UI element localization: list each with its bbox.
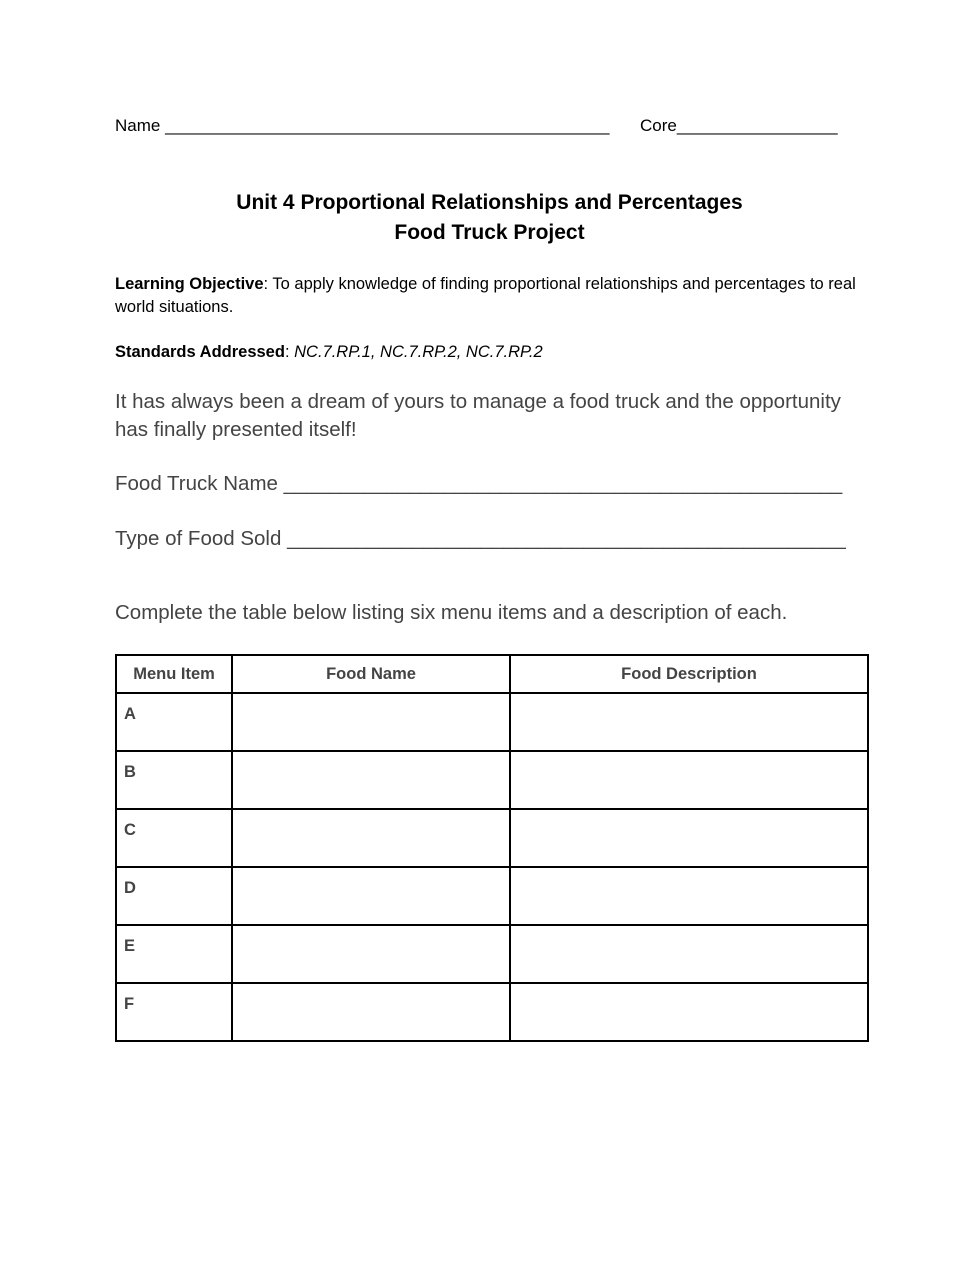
table-row — [116, 925, 868, 983]
standards-codes: NC.7.RP.1, NC.7.RP.2, NC.7.RP.2 — [294, 343, 543, 361]
food-truck-name-field[interactable]: Food Truck Name _________________________________________________ — [115, 472, 843, 495]
table-header-row — [116, 655, 868, 693]
food-description-cell[interactable] — [510, 693, 868, 751]
objective-text: : To apply knowledge of finding proportional relationships and percentages to real world situations. — [115, 275, 856, 316]
food-name-cell[interactable] — [232, 693, 510, 751]
menu-item-cell — [116, 809, 232, 867]
table-row — [116, 751, 868, 809]
menu-item-letter: C — [124, 821, 136, 839]
food-description-cell[interactable] — [510, 983, 868, 1041]
table-instruction: Complete the table below listing six menu items and a description of each. — [115, 601, 788, 624]
menu-item-letter: A — [124, 705, 136, 723]
food-name-cell[interactable] — [232, 751, 510, 809]
menu-item-letter: F — [124, 995, 135, 1013]
core-field[interactable]: Core_________________ — [640, 116, 838, 135]
food-description-cell[interactable] — [510, 925, 868, 983]
standards-addressed — [115, 343, 543, 362]
menu-item-cell — [116, 925, 232, 983]
header-menu-item: Menu Item — [116, 655, 232, 693]
menu-item-cell — [116, 983, 232, 1041]
menu-item-cell — [116, 867, 232, 925]
table-row — [116, 867, 868, 925]
food-type-field[interactable]: Type of Food Sold _________________________________________________ — [115, 527, 846, 550]
page-title: Unit 4 Proportional Relationships and Percentages — [236, 191, 743, 214]
menu-table — [115, 654, 869, 1042]
food-name-cell[interactable] — [232, 925, 510, 983]
food-name-cell[interactable] — [232, 983, 510, 1041]
menu-item-cell — [116, 693, 232, 751]
food-name-cell[interactable] — [232, 867, 510, 925]
learning-objective — [115, 273, 865, 319]
food-description-cell[interactable] — [510, 809, 868, 867]
project-title: Food Truck Project — [394, 221, 585, 244]
table-row — [116, 693, 868, 751]
standards-separator: : — [284, 343, 295, 361]
menu-item-letter: B — [124, 763, 136, 781]
intro-paragraph: It has always been a dream of yours to manage a food truck and the opportunity has finally presented itself! — [115, 390, 841, 441]
food-description-cell[interactable] — [510, 867, 868, 925]
menu-item-cell — [116, 751, 232, 809]
objective-label: Learning Objective — [115, 275, 264, 293]
food-name-cell[interactable] — [232, 809, 510, 867]
header-food-name: Food Name — [232, 655, 510, 693]
header-food-description: Food Description — [510, 655, 868, 693]
table-row — [116, 809, 868, 867]
name-field[interactable]: Name _______________________________________________ — [115, 116, 610, 135]
table-row — [116, 983, 868, 1041]
standards-label: Standards Addressed — [115, 343, 285, 361]
menu-item-letter: D — [124, 879, 136, 897]
menu-item-letter: E — [124, 937, 136, 955]
food-description-cell[interactable] — [510, 751, 868, 809]
